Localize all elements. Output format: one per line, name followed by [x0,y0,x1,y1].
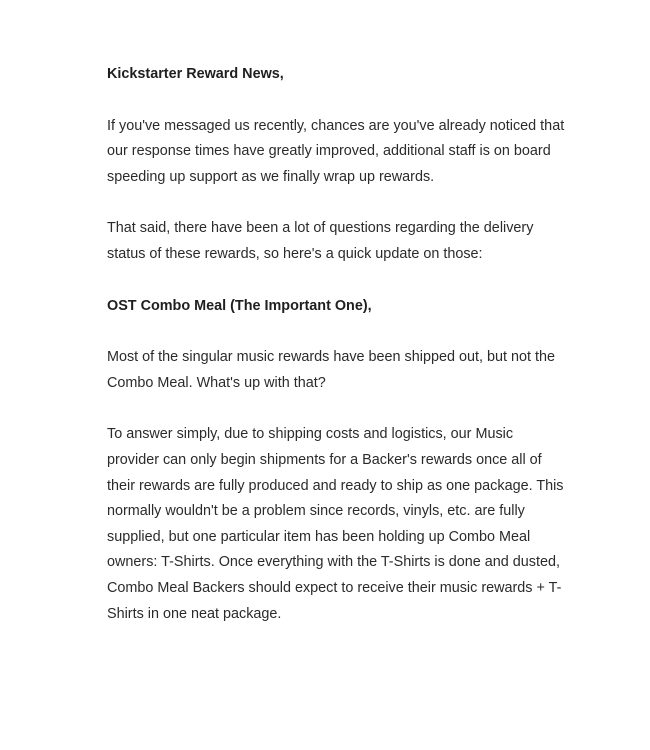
paragraph-combo-meal-question: Most of the singular music rewards have been shipped out, but not the Combo Meal. What's up with that? [107,349,555,391]
paragraph-response-times: If you've messaged us recently, chances are you've already noticed that our response times have greatly improved, additional staff is on board speeding up support as we finally wrap up rewards. [107,117,565,185]
paragraph-delivery-status: That said, there have been a lot of questions regarding the delivery status of these rewards, so here's a quick update on those: [107,220,534,262]
paragraph-combo-meal-answer: To answer simply, due to shipping costs and logistics, our Music provider can only begin shipments for a Backer's rewards once all of their rewards are fully produced and ready to ship as one package. This normally wouldn't be a problem since records, vinyls, etc. are fully supplied, but one particular item has been holding up Combo Meal owners: T-Shirts. Once everything with the T-Shirts is done and dusted, Combo Meal Backers should expect to receive their music rewards + T-Shirts in one neat package. [107,426,564,622]
article-body [107,62,567,627]
section-heading-combo-meal: OST Combo Meal (The Important One), [107,297,372,314]
section-heading-reward-news: Kickstarter Reward News, [107,66,284,82]
